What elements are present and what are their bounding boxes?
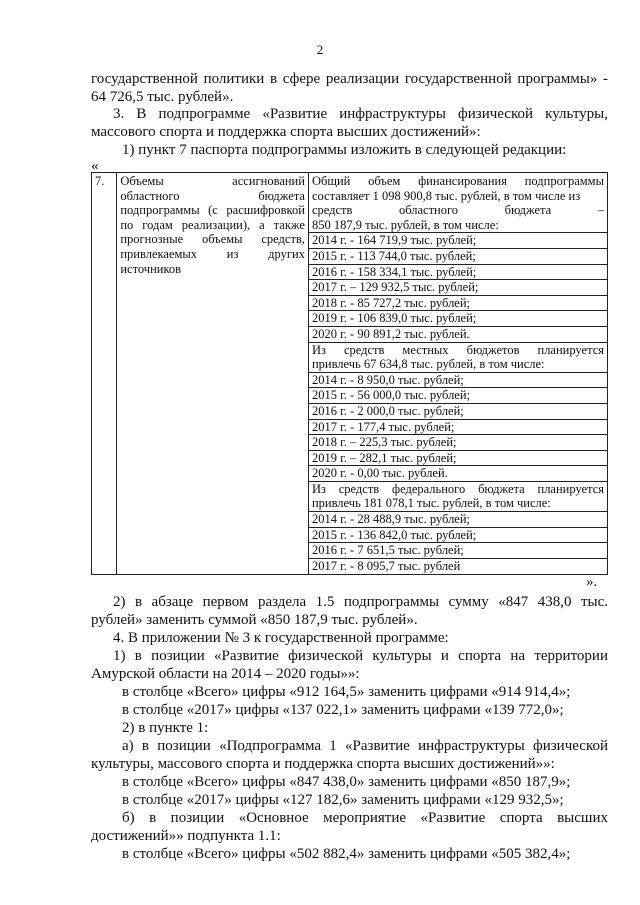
- table-row: [92, 173, 608, 575]
- section3-line-2: массового спорта и поддержка спорта высших достижений»:: [91, 124, 481, 140]
- label-cell: [117, 173, 309, 575]
- body-line: 1) в позиции «Развитие физической культуры и спорта на территории: [113, 648, 608, 664]
- body-line: рублей» заменить суммой «850 187,9 тыс. рублей».: [91, 612, 418, 628]
- regional-intro-line: составляет 1 098 900,8 тыс. рублей, в том числе из: [311, 188, 581, 203]
- federal-year-line: 2015 г. - 136 842,0 тыс. рублей;: [309, 527, 607, 543]
- federal-intro-line: привлечь 181 078,1 тыс. рублей, в том числе:: [311, 496, 551, 511]
- regional-year-line: 2020 г. - 90 891,2 тыс. рублей.: [309, 326, 607, 342]
- body-line: 4. В приложении № 3 к государственной программе:: [113, 630, 449, 646]
- federal-year-line: 2016 г. - 7 651,5 тыс. рублей;: [309, 542, 607, 558]
- label-line: прогнозные объемы средств,: [120, 232, 305, 247]
- body-line: 2) в абзаце первом раздела 1.5 подпрограммы сумму «847 438,0 тыс.: [113, 594, 608, 610]
- local-intro-line: Из средств местных бюджетов планируется: [309, 342, 607, 358]
- regional-year-line: 2019 г. - 106 839,0 тыс. рублей;: [309, 310, 607, 326]
- local-year-line: 2014 г. - 8 950,0 тыс. рублей;: [309, 372, 607, 388]
- regional-intro-line: 850 187,9 тыс. рублей, в том числе:: [311, 217, 499, 232]
- regional-budget-block: [312, 174, 604, 342]
- label-line: источников: [120, 261, 182, 276]
- federal-budget-block: [312, 481, 604, 574]
- body-line: в столбце «2017» цифры «127 182,6» заменить цифрами «129 932,5»;: [122, 792, 564, 808]
- label-line: областного бюджета: [120, 188, 305, 203]
- label-line: Объемы ассигнований: [120, 174, 305, 188]
- local-year-line: 2020 г. - 0,00 тыс. рублей.: [309, 465, 607, 481]
- regional-intro-line: Общий объем финансирования подпрограммы: [311, 174, 604, 188]
- regional-year-line: 2014 г. - 164 719,9 тыс. рублей;: [309, 232, 607, 248]
- body-line: б) в позиции «Основное мероприятие «Развитие спорта высших: [122, 810, 608, 826]
- body-line: в столбце «Всего» цифры «912 164,5» заменить цифрами «914 914,4»;: [122, 684, 571, 700]
- label-line: по годам реализации), а также: [120, 217, 305, 232]
- local-intro-line: привлечь 67 634,8 тыс. рублей, в том числе:: [311, 357, 545, 372]
- body-line: Амурской области на 2014 – 2020 годы»»:: [91, 666, 360, 682]
- body-line: достижений»» подпункта 1.1:: [91, 828, 281, 844]
- body-line: в столбце «Всего» цифры «502 882,4» заменить цифрами «505 382,4»;: [122, 846, 571, 862]
- section3-line-3: 1) пункт 7 паспорта подпрограммы изложить в следующей редакции:: [122, 142, 567, 158]
- passport-table: [91, 172, 608, 575]
- regional-year-line: 2015 г. - 113 744,0 тыс. рублей;: [309, 248, 607, 264]
- item-number-cell: [92, 173, 117, 575]
- local-year-line: 2018 г. – 225,3 тыс. рублей;: [309, 434, 607, 450]
- federal-year-line: 2014 г. - 28 488,9 тыс. рублей;: [309, 511, 607, 527]
- label-line: привлекаемых из других: [120, 246, 305, 261]
- item-number: 7.: [95, 174, 105, 188]
- local-year-line: 2019 г. – 282,1 тыс. рублей;: [309, 450, 607, 466]
- local-budget-block: [312, 342, 604, 481]
- section3-line-1: 3. В подпрограмме «Развитие инфраструктуры физической культуры,: [113, 106, 608, 122]
- local-year-line: 2017 г. - 177,4 тыс. рублей;: [309, 419, 607, 435]
- local-year-line: 2016 г. - 2 000,0 тыс. рублей;: [309, 403, 607, 419]
- local-year-line: 2015 г. - 56 000,0 тыс. рублей;: [309, 387, 607, 403]
- regional-year-line: 2016 г. - 158 334,1 тыс. рублей;: [309, 264, 607, 280]
- intro-line-1: государственной политики в сфере реализации государственной программы» -: [91, 71, 608, 87]
- federal-intro-line: Из средств федерального бюджета планируется: [309, 481, 607, 497]
- body-line: в столбце «Всего» цифры «847 438,0» заменить цифрами «850 187,9»;: [122, 774, 571, 790]
- body-line: а) в позиции «Подпрограмма 1 «Развитие инфраструктуры физической: [122, 738, 608, 754]
- quote-close: ».: [586, 574, 598, 590]
- regional-year-line: 2018 г. - 85 727,2 тыс. рублей;: [309, 295, 607, 311]
- body-line: культуры, массового спорта и поддержка спорта высших достижений»»:: [91, 756, 555, 772]
- label-line: подпрограммы (с расшифровкой: [120, 203, 305, 218]
- regional-year-line: 2017 г. – 129 932,5 тыс. рублей;: [309, 279, 607, 295]
- federal-year-line: 2017 г. - 8 095,7 тыс. рублей: [309, 558, 607, 574]
- body-line: в столбце «2017» цифры «137 022,1» заменить цифрами «139 772,0»;: [122, 702, 564, 718]
- page-number: 2: [316, 42, 324, 57]
- funding-cell: [308, 173, 607, 575]
- regional-intro-line: средств областного бюджета –: [311, 203, 604, 218]
- quote-open: «: [91, 158, 99, 174]
- intro-line-2: 64 726,5 тыс. рублей».: [91, 89, 234, 105]
- body-line: 2) в пункте 1:: [122, 720, 209, 736]
